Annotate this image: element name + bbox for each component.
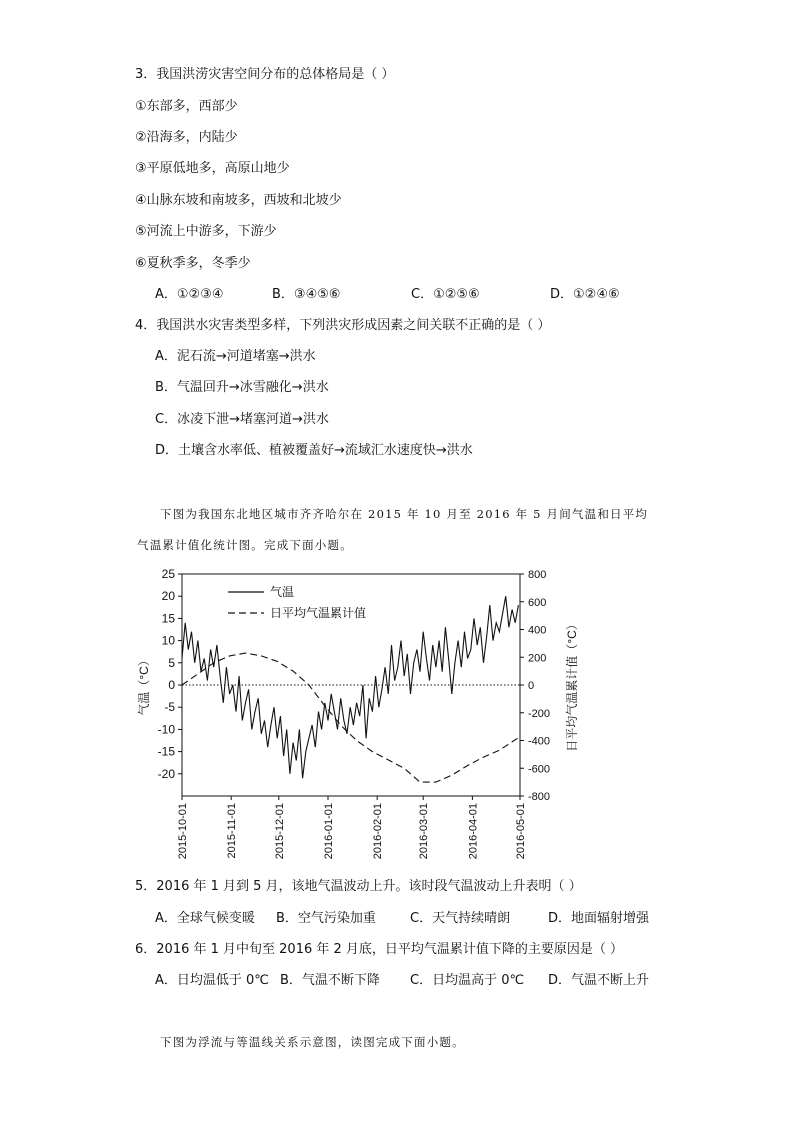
y2-tick-label: -800 (528, 791, 551, 803)
chart-intro-line-1: 下图为我国东北地区城市齐齐哈尔在 2015 年 10 月至 2016 年 5 月间气温和日平均 (160, 507, 649, 521)
x-tick-label: 2015-12-01 (273, 803, 286, 860)
y2-tick-label: 600 (528, 596, 547, 609)
q3-stem: 3．我国洪涝灾害空间分布的总体格局是（ ） (135, 67, 395, 82)
q4-option-b[interactable]: B．气温回升→冰雪融化→洪水 (155, 380, 329, 395)
q5-option-c[interactable]: C．天气持续晴朗 (410, 911, 511, 926)
q6-option-c[interactable]: C．日均温高于 0℃ (410, 973, 525, 988)
y2-tick-label: 0 (528, 680, 535, 692)
y2-axis-label: 日平均气温累计值（°C） (565, 618, 579, 752)
y-tick-label: 5 (168, 655, 175, 670)
y-tick-label: 0 (168, 678, 175, 692)
q3-option-d[interactable]: D．①②④⑥ (550, 287, 620, 302)
y-axis-label: 气温（°C） (137, 654, 151, 716)
q3-item-3: ③平原低地多，高原山地少 (135, 161, 290, 176)
y2-tick-label: -400 (528, 735, 551, 748)
x-tick-label: 2016-03-01 (418, 803, 431, 860)
q5-option-d[interactable]: D．地面辐射增强 (548, 911, 650, 926)
legend-cumulative-label: 日平均气温累计值 (270, 606, 367, 620)
q5-option-a[interactable]: A．全球气候变暖 (155, 911, 255, 926)
y-tick-label: -20 (157, 766, 175, 781)
cumulative-temperature-line (182, 653, 518, 782)
q5-stem: 5．2016 年 1 月到 5 月，该地气温波动上升。该时段气温波动上升表明（ ） (135, 879, 582, 894)
q6-option-d[interactable]: D．气温不断上升 (548, 973, 650, 988)
q3-item-1: ①东部多，西部少 (135, 99, 238, 114)
y-tick-label: 20 (161, 589, 175, 604)
q3-option-b[interactable]: B．③④⑤⑥ (272, 287, 341, 302)
q3-item-5: ⑤河流上中游多，下游少 (135, 224, 277, 239)
q3-item-6: ⑥夏秋季多，冬季少 (135, 256, 251, 271)
y-tick-label: 25 (161, 567, 175, 581)
y-tick-label: 10 (161, 633, 175, 648)
q3-option-c[interactable]: C．①②⑤⑥ (411, 287, 480, 302)
y-tick-label: -15 (157, 744, 175, 759)
q6-option-a[interactable]: A．日均温低于 0℃ (155, 973, 269, 988)
y-tick-label: -5 (164, 700, 175, 715)
legend (228, 584, 366, 620)
temperature-chart (130, 562, 600, 872)
q4-option-d[interactable]: D．土壤含水率低、植被覆盖好→流域汇水速度快→洪水 (155, 443, 473, 458)
next-intro-line: 下图为浮流与等温线关系示意图，读图完成下面小题。 (160, 1035, 465, 1049)
q4-option-a[interactable]: A．泥石流→河道堵塞→洪水 (155, 349, 316, 364)
q4-option-c[interactable]: C．冰凌下泄→堵塞河道→洪水 (155, 412, 329, 427)
x-tick-label: 2016-01-01 (322, 803, 335, 860)
y2-tick-label: -600 (528, 763, 551, 776)
x-tick-label: 2016-04-01 (467, 803, 480, 860)
x-tick-label: 2016-05-01 (515, 803, 527, 860)
y2-tick-label: 200 (528, 652, 547, 665)
y2-tick-label: -200 (528, 707, 551, 720)
y2-tick-label: 400 (528, 624, 547, 637)
x-tick-label: 2016-02-01 (372, 803, 385, 860)
q3-option-a[interactable]: A．①②③④ (155, 287, 224, 302)
x-tick-label: 2015-10-01 (177, 803, 189, 860)
temperature-line (182, 596, 518, 778)
q5-option-b[interactable]: B．空气污染加重 (276, 911, 376, 926)
q3-item-4: ④山脉东坡和南坡多，西坡和北坡少 (135, 193, 342, 208)
q3-item-2: ②沿海多，内陆少 (135, 130, 238, 145)
y-tick-label: -10 (157, 722, 175, 737)
q6-stem: 6．2016 年 1 月中旬至 2016 年 2 月底，日平均气温累计值下降的主要原因是（ ） (135, 942, 624, 957)
x-tick-label: 2015-11-01 (226, 803, 239, 859)
chart-intro-line-2: 气温累计值化统计图。完成下面小题。 (137, 538, 353, 552)
q4-stem: 4．我国洪水灾害类型多样，下列洪灾形成因素之间关联不正确的是（ ） (135, 318, 551, 333)
legend-temp-label: 气温 (270, 585, 295, 599)
y-tick-label: 15 (161, 611, 175, 626)
y2-tick-label: 800 (528, 569, 547, 581)
q6-option-b[interactable]: B．气温不断下降 (280, 973, 380, 988)
